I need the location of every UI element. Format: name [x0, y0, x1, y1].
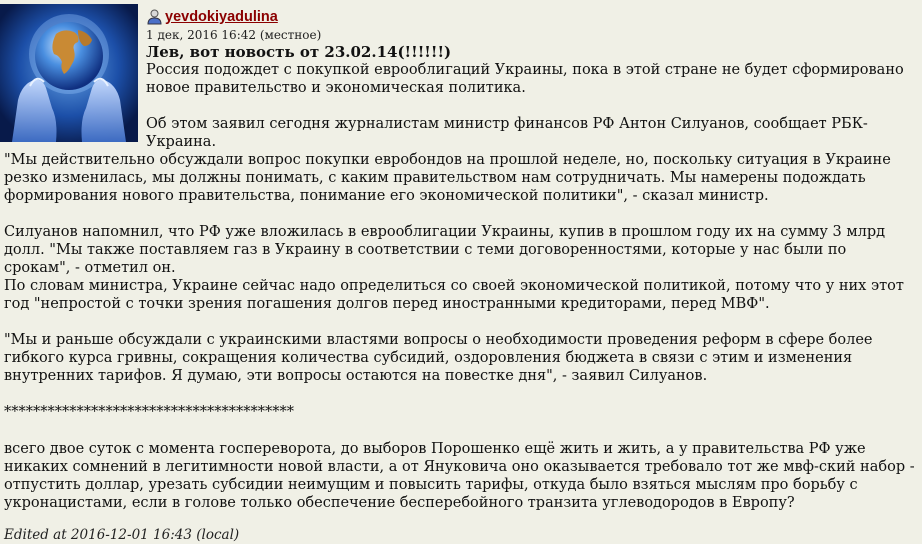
username-link[interactable]: yevdokiyadulina: [165, 9, 278, 25]
paragraph: "Мы действительно обсуждали вопрос покупки евробондов на прошлой неделе, но, поскольку ситуация в Украине резко изменилась, мы должны понимать, с каким правительством нам сотрудничать. Мы намерены подождать формирования нового правительства, понимание его экономической политики", - сказал министр.: [4, 152, 891, 204]
paragraph: Россия подождет с покупкой еврооблигаций Украины, пока в этой стране не будет сформировано новое правительство и экономическая политика.: [146, 62, 904, 96]
separator-line: ****************************************: [4, 404, 294, 420]
paragraph: По словам министра, Украине сейчас надо определиться со своей экономической политикой, потому что у них этот год "непростой с точки зрения погашения долгов перед иностранными кредиторами, перед МВФ".: [4, 278, 904, 312]
entry-header: [146, 9, 914, 61]
paragraph: Силуанов напомнил, что РФ уже вложилась в еврооблигации Украины, купив в прошлом году их на сумму 3 млрд долл. "Мы также поставляем газ в Украину в соответствии с теми договоренностями, которые у нас были по срокам", - отметил он.: [4, 224, 886, 276]
edited-note: Edited at 2016-12-01 16:43 (local): [4, 527, 240, 543]
entry-subject: Лев, вот новость от 23.02.14(!!!!!!): [146, 43, 452, 61]
entry-date: 1 дек, 2016 16:42 (местное): [146, 28, 322, 42]
paragraph: "Мы и раньше обсуждали с украинскими властями вопросы о необходимости проведения реформ в сфере более гибкого курса гривны, сокращения количества субсидий, оздоровления бюджета в связи с этим и изменения внутренних тарифов. Я думаю, эти вопросы остаются на повестке дня", - заявил Силуанов.: [4, 332, 873, 384]
globe-in-hands-image: [0, 4, 138, 142]
user-icon[interactable]: [146, 9, 163, 25]
user-line: [146, 9, 914, 25]
user-avatar: [0, 4, 138, 142]
paragraph: всего двое суток с момента госпереворота, до выборов Порошенко ещё жить и жить, а у правительства РФ уже никаких сомнений в легитимности новой власти, а от Януковича оно оказывается требовало тот же мвф-ский набор - отпустить доллар, урезать субсидии неимущим и повысить тарифы, откуда было взяться мыслям про борьбу с укронацистами, если в голове только обеспечение бесперебойного транзита углеводородов в Европу?: [4, 441, 915, 511]
paragraph: Об этом заявил сегодня журналистам министр финансов РФ Антон Силуанов, сообщает РБК-Украина.: [146, 116, 868, 150]
